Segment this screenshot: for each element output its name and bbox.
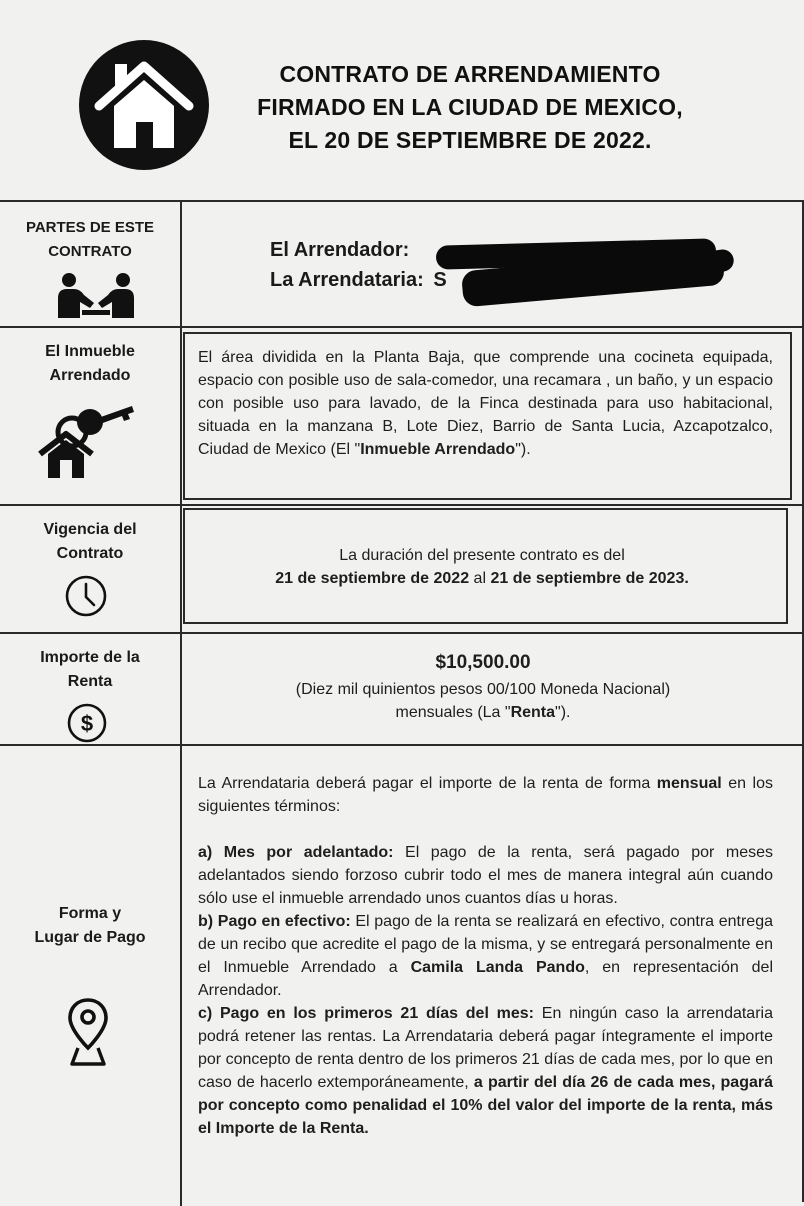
arrendataria-row	[270, 265, 447, 295]
forma-clause-b: b) Pago en efectivo: El pago de la renta se realizará en efectivo, contra entrega de un recibo que acredite el pago de la misma, y se entregará personalmente en el Inmueble Arrendado a Camila Landa Pando, en representación del Arrendador.	[198, 913, 773, 999]
row-importe	[0, 634, 802, 746]
arrendataria-label: La Arrendataria:	[270, 269, 424, 291]
inmueble-label: El Inmueble Arrendado	[45, 343, 135, 384]
clock-icon	[64, 574, 108, 618]
forma-intro: La Arrendataria deberá pagar el importe de la renta de forma mensual en los siguientes términos:	[198, 775, 773, 815]
house-icon	[93, 54, 195, 156]
house-logo	[79, 40, 209, 170]
importe-text	[182, 650, 784, 724]
row-vigencia	[0, 506, 802, 634]
forma-label-cell	[0, 746, 182, 1206]
map-pin-icon	[66, 996, 110, 1068]
importe-label-cell	[0, 634, 182, 744]
svg-text:$: $	[80, 711, 94, 736]
title-line-2: FIRMADO EN LA CIUDAD DE MEXICO,	[257, 94, 683, 120]
partes-content-cell	[182, 202, 802, 326]
forma-content-cell	[182, 746, 802, 1206]
contract-header	[0, 0, 804, 200]
row-partes	[0, 202, 802, 328]
house-key-icon	[38, 396, 138, 480]
fecha-fin: 21 de septiembre de 2023.	[490, 570, 689, 587]
forma-label: Forma y Lugar de Pago	[34, 905, 146, 946]
row-inmueble	[0, 328, 802, 506]
title-line-3: EL 20 DE SEPTIEMBRE DE 2022.	[288, 127, 652, 153]
renta-amount: $10,500.00	[435, 652, 531, 673]
arrendador-label: El Arrendador:	[270, 239, 410, 261]
importe-label: Importe de la Renta	[40, 649, 140, 690]
partes-label-cell	[0, 202, 182, 326]
vigencia-content-cell	[182, 506, 802, 632]
renta-monthly: mensuales (La "Renta").	[395, 704, 571, 721]
contract-title	[230, 58, 710, 157]
vigencia-label-cell	[0, 506, 182, 632]
fecha-inicio: 21 de septiembre de 2022	[275, 570, 470, 587]
inmueble-label-cell	[0, 328, 182, 504]
importe-content-cell	[182, 634, 802, 744]
vigencia-text: La duración del presente contrato es del 21 de septiembre de 2022 al 21 de septiembre de 2023.	[275, 547, 689, 587]
vigencia-label: Vigencia del Contrato	[43, 521, 137, 562]
forma-clause-c: c) Pago en los primeros 21 días del mes: En ningún caso la arrendataria podrá retener las rentas. La Arrendataria deberá pagar íntegramente el importe por concepto de renta dentro de los primeros 21 días de cada mes, por lo que en caso de hacerlo extemporáneamente, a partir del día 26 de cada mes, pagará por concepto como penalidad el 10% del valor del importe de la renta, más el Importe de la Renta.	[198, 1005, 774, 1137]
arrendataria-initial: S	[433, 269, 447, 291]
title-line-1: CONTRATO DE ARRENDAMIENTO	[279, 61, 661, 87]
renta-amount-words: (Diez mil quinientos pesos 00/100 Moneda Nacional)	[295, 681, 671, 698]
dollar-coin-icon	[66, 702, 108, 744]
handshake-meeting-icon	[54, 272, 138, 320]
forma-clause-a: a) Mes por adelantado: El pago de la renta, será pagado por meses adelantados siendo forzoso cubrir todo el mes de manera integral aún cuando sólo use el inmueble arrendado unos cuantos días u horas.	[198, 844, 773, 907]
partes-label: PARTES DE ESTE CONTRATO	[25, 219, 155, 260]
row-forma-pago	[0, 746, 802, 1206]
inmueble-description: El área dividida en la Planta Baja, que comprende una cocineta equipada, espacio con posible uso de sala-comedor, una recamara , un baño, y un espacio con posible uso para lavado, de la Finca destinada para uso habitacional, situada en la manzana B, Lote Diez, Barrio de Santa Lucia, Azcapotzalco, Ciudad de Mexico (El "Inmueble Arrendado").	[198, 349, 773, 458]
contract-table	[0, 200, 804, 1202]
inmueble-content-cell	[182, 328, 802, 504]
